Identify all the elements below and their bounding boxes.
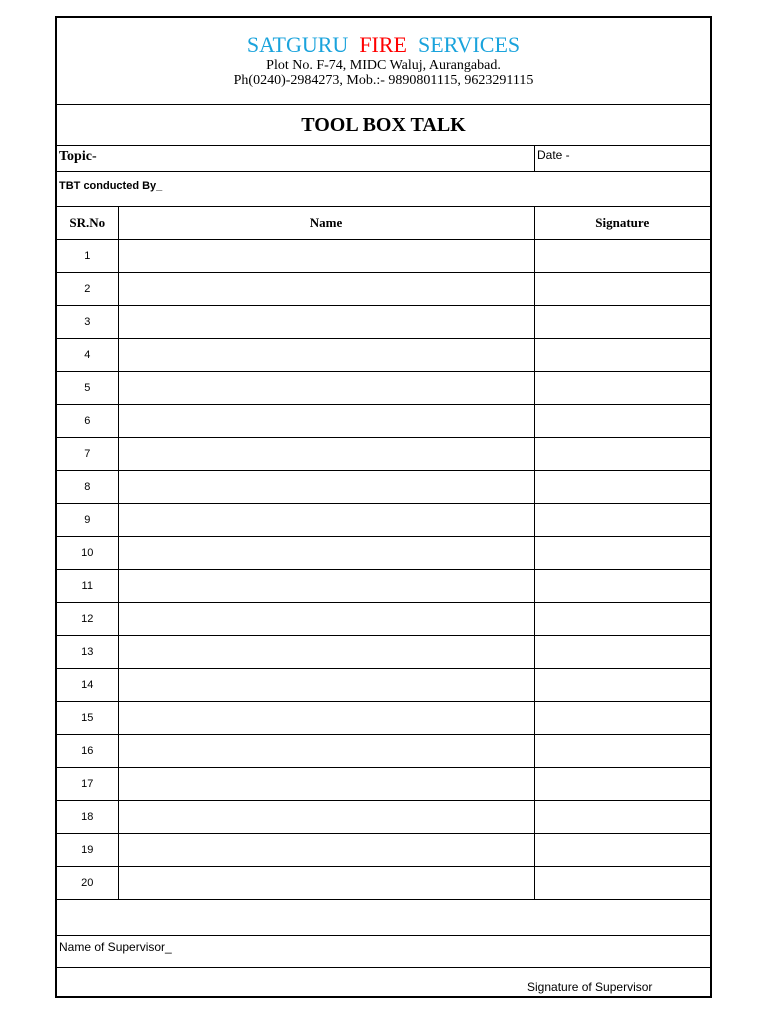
sr-number: 7 xyxy=(57,438,118,471)
title-divider xyxy=(57,145,710,146)
name-cell xyxy=(118,273,534,306)
supervisor-divider xyxy=(57,967,710,968)
name-cell xyxy=(118,801,534,834)
sr-number: 10 xyxy=(57,537,118,570)
signature-cell xyxy=(534,735,710,768)
sr-number: 18 xyxy=(57,801,118,834)
header-signature: Signature xyxy=(534,206,710,240)
sr-number: 11 xyxy=(57,570,118,603)
sr-number: 6 xyxy=(57,405,118,438)
topic-divider xyxy=(57,171,710,172)
name-cell xyxy=(118,834,534,867)
tool-box-talk-form xyxy=(55,16,712,998)
sr-number: 8 xyxy=(57,471,118,504)
attendance-table xyxy=(57,206,710,900)
table-row xyxy=(57,570,710,603)
name-cell xyxy=(118,867,534,900)
sr-number: 19 xyxy=(57,834,118,867)
signature-cell xyxy=(534,537,710,570)
name-cell xyxy=(118,735,534,768)
sr-number: 5 xyxy=(57,372,118,405)
name-cell xyxy=(118,537,534,570)
form-title: TOOL BOX TALK xyxy=(301,114,466,136)
header-sr-no: SR.No xyxy=(57,206,118,240)
sr-number: 4 xyxy=(57,339,118,372)
table-row xyxy=(57,603,710,636)
supervisor-top-divider xyxy=(57,935,710,936)
company-address: Plot No. F-74, MIDC Waluj, Aurangabad. xyxy=(266,58,501,73)
sr-number: 9 xyxy=(57,504,118,537)
company-name-part3: SERVICES xyxy=(418,32,521,57)
name-cell xyxy=(118,504,534,537)
table-row xyxy=(57,867,710,900)
signature-cell xyxy=(534,339,710,372)
signature-cell xyxy=(534,867,710,900)
sr-number: 17 xyxy=(57,768,118,801)
table-row xyxy=(57,669,710,702)
table-row xyxy=(57,636,710,669)
name-cell xyxy=(118,570,534,603)
sr-number: 3 xyxy=(57,306,118,339)
signature-cell xyxy=(534,636,710,669)
signature-cell xyxy=(534,240,710,273)
date-label: Date - xyxy=(537,148,570,162)
table-row xyxy=(57,735,710,768)
signature-cell xyxy=(534,834,710,867)
signature-cell xyxy=(534,768,710,801)
topic-date-divider xyxy=(534,146,535,172)
table-row xyxy=(57,702,710,735)
header-name: Name xyxy=(118,206,534,240)
name-cell xyxy=(118,405,534,438)
signature-cell xyxy=(534,471,710,504)
table-row xyxy=(57,372,710,405)
name-cell xyxy=(118,636,534,669)
table-row xyxy=(57,537,710,570)
signature-cell xyxy=(534,603,710,636)
signature-cell xyxy=(534,801,710,834)
tbt-conducted-by-label: TBT conducted By_ xyxy=(59,180,163,192)
signature-cell xyxy=(534,372,710,405)
table-row xyxy=(57,471,710,504)
sr-number: 15 xyxy=(57,702,118,735)
sr-number: 1 xyxy=(57,240,118,273)
sr-number: 14 xyxy=(57,669,118,702)
table-row xyxy=(57,273,710,306)
name-cell xyxy=(118,339,534,372)
signature-cell xyxy=(534,306,710,339)
signature-cell xyxy=(534,702,710,735)
sr-number: 12 xyxy=(57,603,118,636)
sr-number: 16 xyxy=(57,735,118,768)
company-name xyxy=(57,32,710,58)
signature-cell xyxy=(534,273,710,306)
name-cell xyxy=(118,240,534,273)
company-phone: Ph(0240)-2984273, Mob.:- 9890801115, 9623291115 xyxy=(233,73,534,88)
table-row xyxy=(57,306,710,339)
signature-cell xyxy=(534,570,710,603)
signature-cell xyxy=(534,504,710,537)
supervisor-name-label: Name of Supervisor_ xyxy=(59,940,172,954)
sr-number: 20 xyxy=(57,867,118,900)
table-row xyxy=(57,240,710,273)
name-cell xyxy=(118,471,534,504)
signature-cell xyxy=(534,405,710,438)
name-cell xyxy=(118,438,534,471)
table-row xyxy=(57,768,710,801)
company-name-part1: SATGURU xyxy=(246,32,349,57)
name-cell xyxy=(118,669,534,702)
table-row xyxy=(57,834,710,867)
sr-number: 2 xyxy=(57,273,118,306)
name-cell xyxy=(118,306,534,339)
name-cell xyxy=(118,372,534,405)
signature-cell xyxy=(534,438,710,471)
name-cell xyxy=(118,702,534,735)
name-cell xyxy=(118,603,534,636)
table-row xyxy=(57,438,710,471)
company-name-part2: FIRE xyxy=(359,32,407,57)
table-row xyxy=(57,504,710,537)
signature-cell xyxy=(534,669,710,702)
table-row xyxy=(57,339,710,372)
sr-number: 13 xyxy=(57,636,118,669)
table-header-row xyxy=(57,206,710,240)
supervisor-signature-label: Signature of Supervisor xyxy=(527,980,653,994)
name-cell xyxy=(118,768,534,801)
table-row xyxy=(57,801,710,834)
header-divider xyxy=(57,104,710,105)
table-row xyxy=(57,405,710,438)
topic-label: Topic- xyxy=(59,149,97,164)
